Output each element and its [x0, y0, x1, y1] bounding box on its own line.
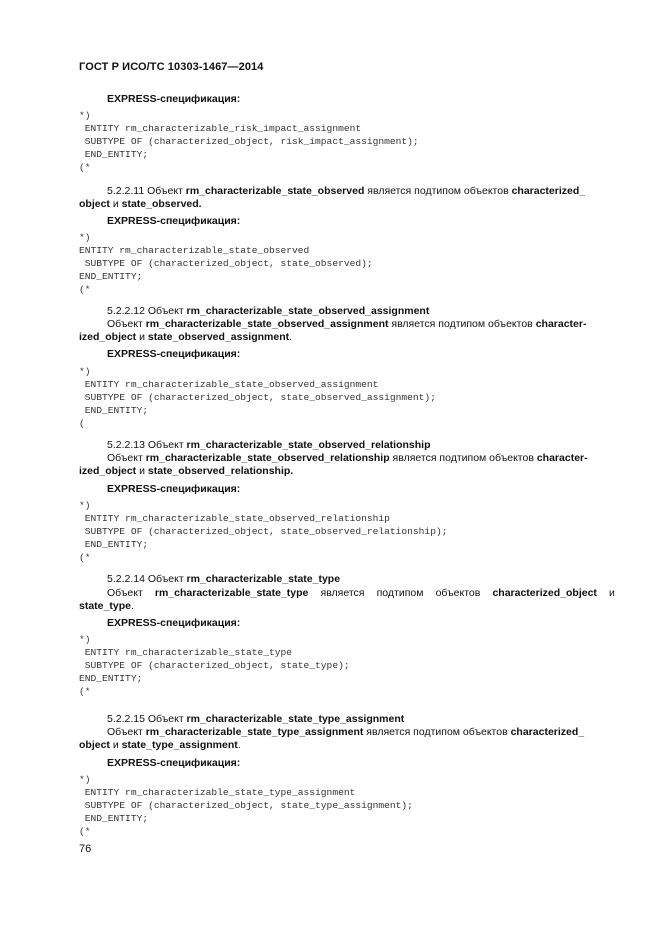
- section-5-2-2-15-para: [107, 726, 584, 739]
- page-number: 76: [79, 843, 92, 855]
- code-subtype: SUBTYPE OF (characterized_object, state_type);: [79, 660, 350, 671]
- para-text: и: [136, 331, 148, 343]
- code-entity: ENTITY rm_characterizable_risk_impact_assignment: [79, 123, 362, 134]
- express-label: EXPRESS-спецификация:: [107, 617, 241, 629]
- code-entity: ENTITY rm_characterizable_state_observed_relationship: [79, 513, 390, 524]
- code-entity: ENTITY rm_characterizable_state_type_assignment: [79, 787, 356, 798]
- section-number: 5.2.2.15 Объект: [107, 713, 187, 725]
- parent-entity: ized_object: [79, 465, 137, 477]
- parent-entity: state_observed_assignment: [147, 331, 290, 343]
- section-5-2-2-12-title: [107, 305, 429, 318]
- section-5-2-2-15-para-cont: [79, 739, 241, 752]
- para-text: подтипом: [376, 587, 424, 599]
- parent-entity: characterized_: [510, 726, 585, 738]
- parent-entity: state_type: [79, 600, 131, 612]
- para-text: Объект: [107, 318, 146, 330]
- section-5-2-2-12-para-cont: [79, 331, 292, 344]
- para-text: и: [609, 587, 615, 599]
- section-number: 5.2.2.14 Объект: [107, 573, 187, 585]
- section-5-2-2-14-title: [107, 573, 340, 586]
- section-5-2-2-14-para-cont: [79, 600, 134, 613]
- section-number: 5.2.2.11 Объект: [107, 185, 186, 197]
- code-subtype: SUBTYPE OF (characterized_object, state_type_assignment);: [79, 800, 413, 811]
- code-end-entity: END_ENTITY;: [79, 271, 143, 282]
- para-text: Объект: [107, 726, 146, 738]
- section-5-2-2-13-title: [107, 439, 431, 452]
- code-open: *): [79, 232, 91, 243]
- para-text: Объект: [107, 452, 146, 464]
- para-text: .: [198, 198, 202, 210]
- code-open: *): [79, 634, 91, 645]
- entity-name: rm_characterizable_state_observed_assignment: [186, 305, 430, 317]
- parent-entity: ized_object: [79, 331, 137, 343]
- parent-entity: characterized_object: [492, 587, 597, 599]
- parent-entity: characterized_: [511, 185, 586, 197]
- parent-entity: character-: [535, 318, 587, 330]
- parent-entity: object: [79, 739, 110, 751]
- entity-name: rm_characterizable_state_type_assignment: [186, 713, 405, 725]
- section-5-2-2-11-para: [107, 185, 585, 198]
- code-entity: ENTITY rm_characterizable_state_observed: [79, 245, 310, 256]
- code-open: *): [79, 366, 91, 377]
- parent-entity: character-: [536, 452, 588, 464]
- para-text: является подтипом объектов: [389, 452, 537, 464]
- entity-name: rm_characterizable_state_observed_relationship: [145, 452, 390, 464]
- express-label: EXPRESS-спецификация:: [107, 483, 241, 495]
- section-5-2-2-14-para: [107, 587, 615, 600]
- code-subtype: SUBTYPE OF (characterized_object, risk_impact_assignment);: [79, 136, 419, 147]
- code-close: (*: [79, 552, 91, 563]
- code-end-entity: END_ENTITY;: [79, 673, 143, 684]
- code-entity: ENTITY rm_characterizable_state_observed_assignment: [79, 379, 379, 390]
- para-text: .: [289, 331, 293, 343]
- parent-entity: object: [79, 198, 110, 210]
- entity-name: rm_characterizable_state_type_assignment: [145, 726, 364, 738]
- para-text: является подтипом объектов: [388, 318, 536, 330]
- section-5-2-2-11-para-cont: [79, 198, 202, 211]
- para-text: объектов: [435, 587, 481, 599]
- entity-name: rm_characterizable_state_type: [154, 587, 309, 599]
- code-end-entity: END_ENTITY;: [79, 539, 149, 550]
- code-close: (*: [79, 826, 91, 837]
- document-header: ГОСТ Р ИСО/ТС 10303-1467—2014: [79, 61, 264, 73]
- code-close: (*: [79, 686, 91, 697]
- express-label: EXPRESS-спецификация:: [107, 215, 241, 227]
- code-end-entity: END_ENTITY;: [79, 813, 149, 824]
- para-text: .: [130, 600, 134, 612]
- section-5-2-2-15-title: [107, 713, 404, 726]
- entity-name: rm_characterizable_state_observed: [185, 185, 365, 197]
- code-subtype: SUBTYPE OF (characterized_object, state_observed);: [79, 258, 373, 269]
- code-close: (*: [79, 162, 91, 173]
- para-text: и: [136, 465, 148, 477]
- section-number: 5.2.2.13 Объект: [107, 439, 187, 451]
- para-text: и: [109, 739, 122, 751]
- code-close: (*: [79, 284, 91, 295]
- code-close: (: [79, 418, 85, 429]
- express-label: EXPRESS-спецификация:: [107, 348, 241, 360]
- section-number: 5.2.2.12 Объект: [107, 305, 187, 317]
- code-open: *): [79, 774, 91, 785]
- para-text: является подтипом объектов: [364, 185, 512, 197]
- code-open: *): [79, 110, 91, 121]
- section-5-2-2-12-para: [107, 318, 586, 331]
- entity-name: rm_characterizable_state_type: [186, 573, 341, 585]
- entity-name: rm_characterizable_state_observed_assignment: [145, 318, 389, 330]
- para-text: Объект: [107, 587, 143, 599]
- section-5-2-2-13-para: [107, 452, 588, 465]
- code-end-entity: END_ENTITY;: [79, 405, 149, 416]
- code-subtype: SUBTYPE OF (characterized_object, state_observed_assignment);: [79, 392, 436, 403]
- code-end-entity: END_ENTITY;: [79, 149, 149, 160]
- express-label: EXPRESS-спецификация:: [107, 93, 241, 105]
- express-label: EXPRESS-спецификация:: [107, 757, 241, 769]
- parent-entity: state_observed_relationship: [147, 465, 291, 477]
- code-subtype: SUBTYPE OF (characterized_object, state_observed_relationship);: [79, 526, 448, 537]
- para-text: .: [290, 465, 294, 477]
- para-text: .: [237, 739, 241, 751]
- para-text: является подтипом объектов: [363, 726, 511, 738]
- code-open: *): [79, 500, 91, 511]
- para-text: и: [109, 198, 122, 210]
- section-5-2-2-13-para-cont: [79, 465, 293, 478]
- parent-entity: state_observed: [121, 198, 199, 210]
- para-text: является: [320, 587, 365, 599]
- entity-name: rm_characterizable_state_observed_relationship: [186, 439, 431, 451]
- parent-entity: state_type_assignment: [121, 739, 238, 751]
- code-entity: ENTITY rm_characterizable_state_type: [79, 647, 293, 658]
